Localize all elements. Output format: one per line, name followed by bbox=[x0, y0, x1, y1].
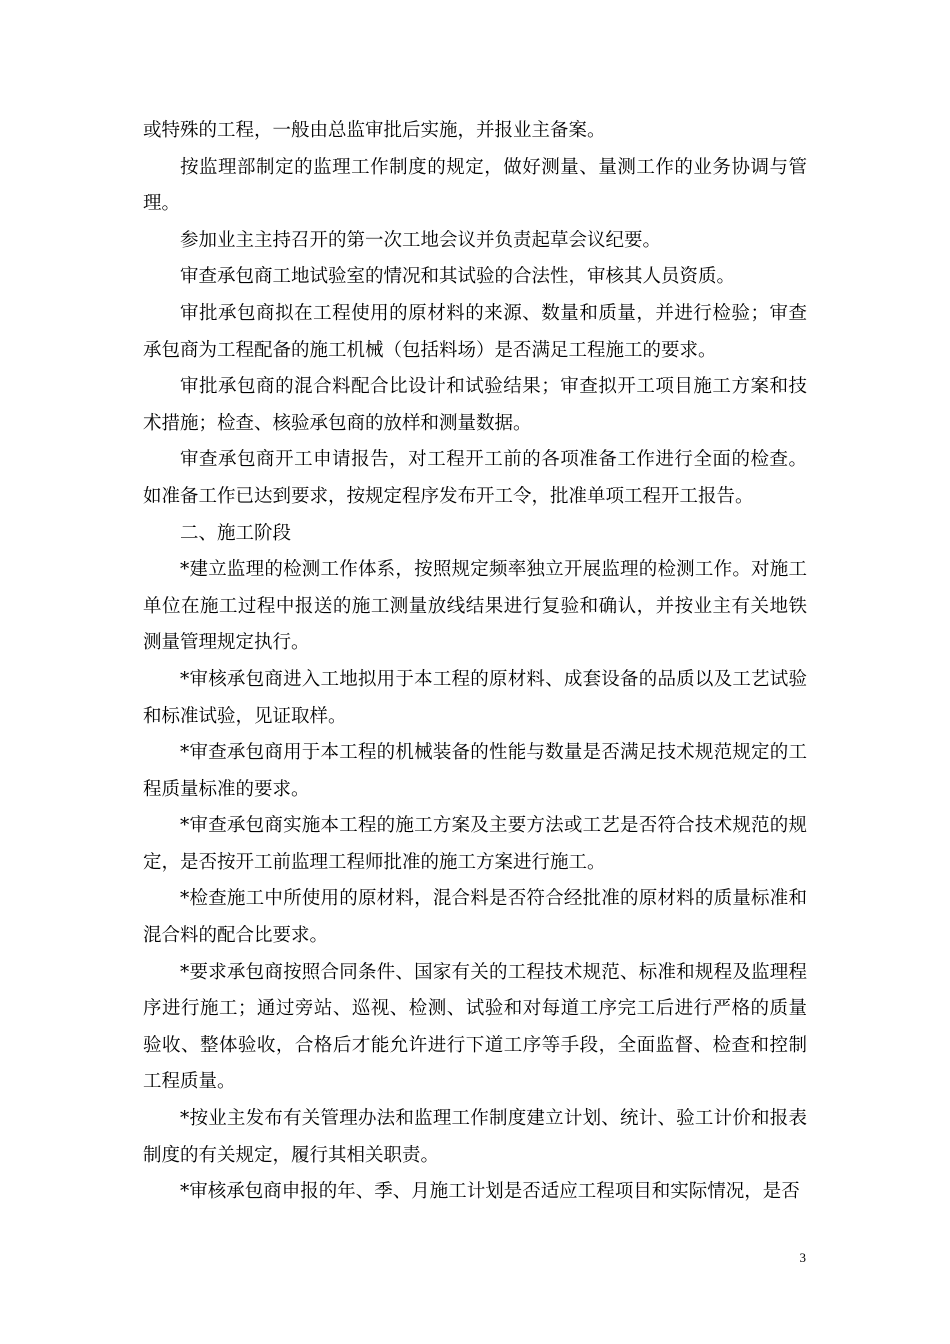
paragraph: 或特殊的工程，一般由总监审批后实施，并报业主备案。 bbox=[143, 120, 606, 141]
paragraph: 审批承包商的混合料配合比设计和试验结果；审查拟开工项目施工方案和技术措施；检查、核验承包商的放样和测量数据。 bbox=[143, 376, 807, 434]
paragraph: *审核承包商进入工地拟用于本工程的原材料、成套设备的品质以及工艺试验和标准试验，见证取样。 bbox=[143, 668, 807, 727]
paragraph: 审查承包商开工申请报告，对工程开工前的各项准备工作进行全面的检查。如准备工作已达到要求，按规定程序发布开工令，批准单项工程开工报告。 bbox=[143, 449, 807, 507]
paragraph: *要求承包商按照合同条件、国家有关的工程技术规范、标准和规程及监理程序进行施工；通过旁站、巡视、检测、试验和对每道工序完工后进行严格的质量验收、整体验收，合格后才能允许进行下道工序等手段，全面监督、检查和控制工程质量。 bbox=[143, 961, 807, 1093]
paragraph: *审核承包商申报的年、季、月施工计划是否适应工程项目和实际情况，是否 bbox=[180, 1181, 800, 1203]
paragraph: 二、施工阶段 bbox=[180, 522, 292, 544]
paragraph: *建立监理的检测工作体系，按照规定频率独立开展监理的检测工作。对施工单位在施工过程中报送的施工测量放线结果进行复验和确认，并按业主有关地铁测量管理规定执行。 bbox=[143, 559, 807, 654]
paragraph: *审查承包商实施本工程的施工方案及主要方法或工艺是否符合技术规范的规定，是否按开工前监理工程师批准的施工方案进行施工。 bbox=[143, 815, 807, 873]
paragraph: 参加业主主持召开的第一次工地会议并负责起草会议纪要。 bbox=[180, 229, 662, 251]
paragraph: 审查承包商工地试验室的情况和其试验的合法性，审核其人员资质。 bbox=[180, 266, 736, 288]
body-text bbox=[143, 113, 807, 1211]
paragraph: 审批承包商拟在工程使用的原材料的来源、数量和质量，并进行检验；审查承包商为工程配备的施工机械（包括料场）是否满足工程施工的要求。 bbox=[143, 302, 807, 361]
page-number: 3 bbox=[799, 1250, 806, 1265]
paragraph: *审查承包商用于本工程的机械装备的性能与数量是否满足技术规范规定的工程质量标准的要求。 bbox=[143, 742, 807, 800]
paragraph: *按业主发布有关管理办法和监理工作制度建立计划、统计、验工计价和报表制度的有关规定，履行其相关职责。 bbox=[143, 1108, 807, 1166]
paragraph: *检查施工中所使用的原材料，混合料是否符合经批准的原材料的质量标准和混合料的配合比要求。 bbox=[143, 888, 807, 947]
paragraph: 按监理部制定的监理工作制度的规定，做好测量、量测工作的业务协调与管理。 bbox=[143, 156, 807, 215]
